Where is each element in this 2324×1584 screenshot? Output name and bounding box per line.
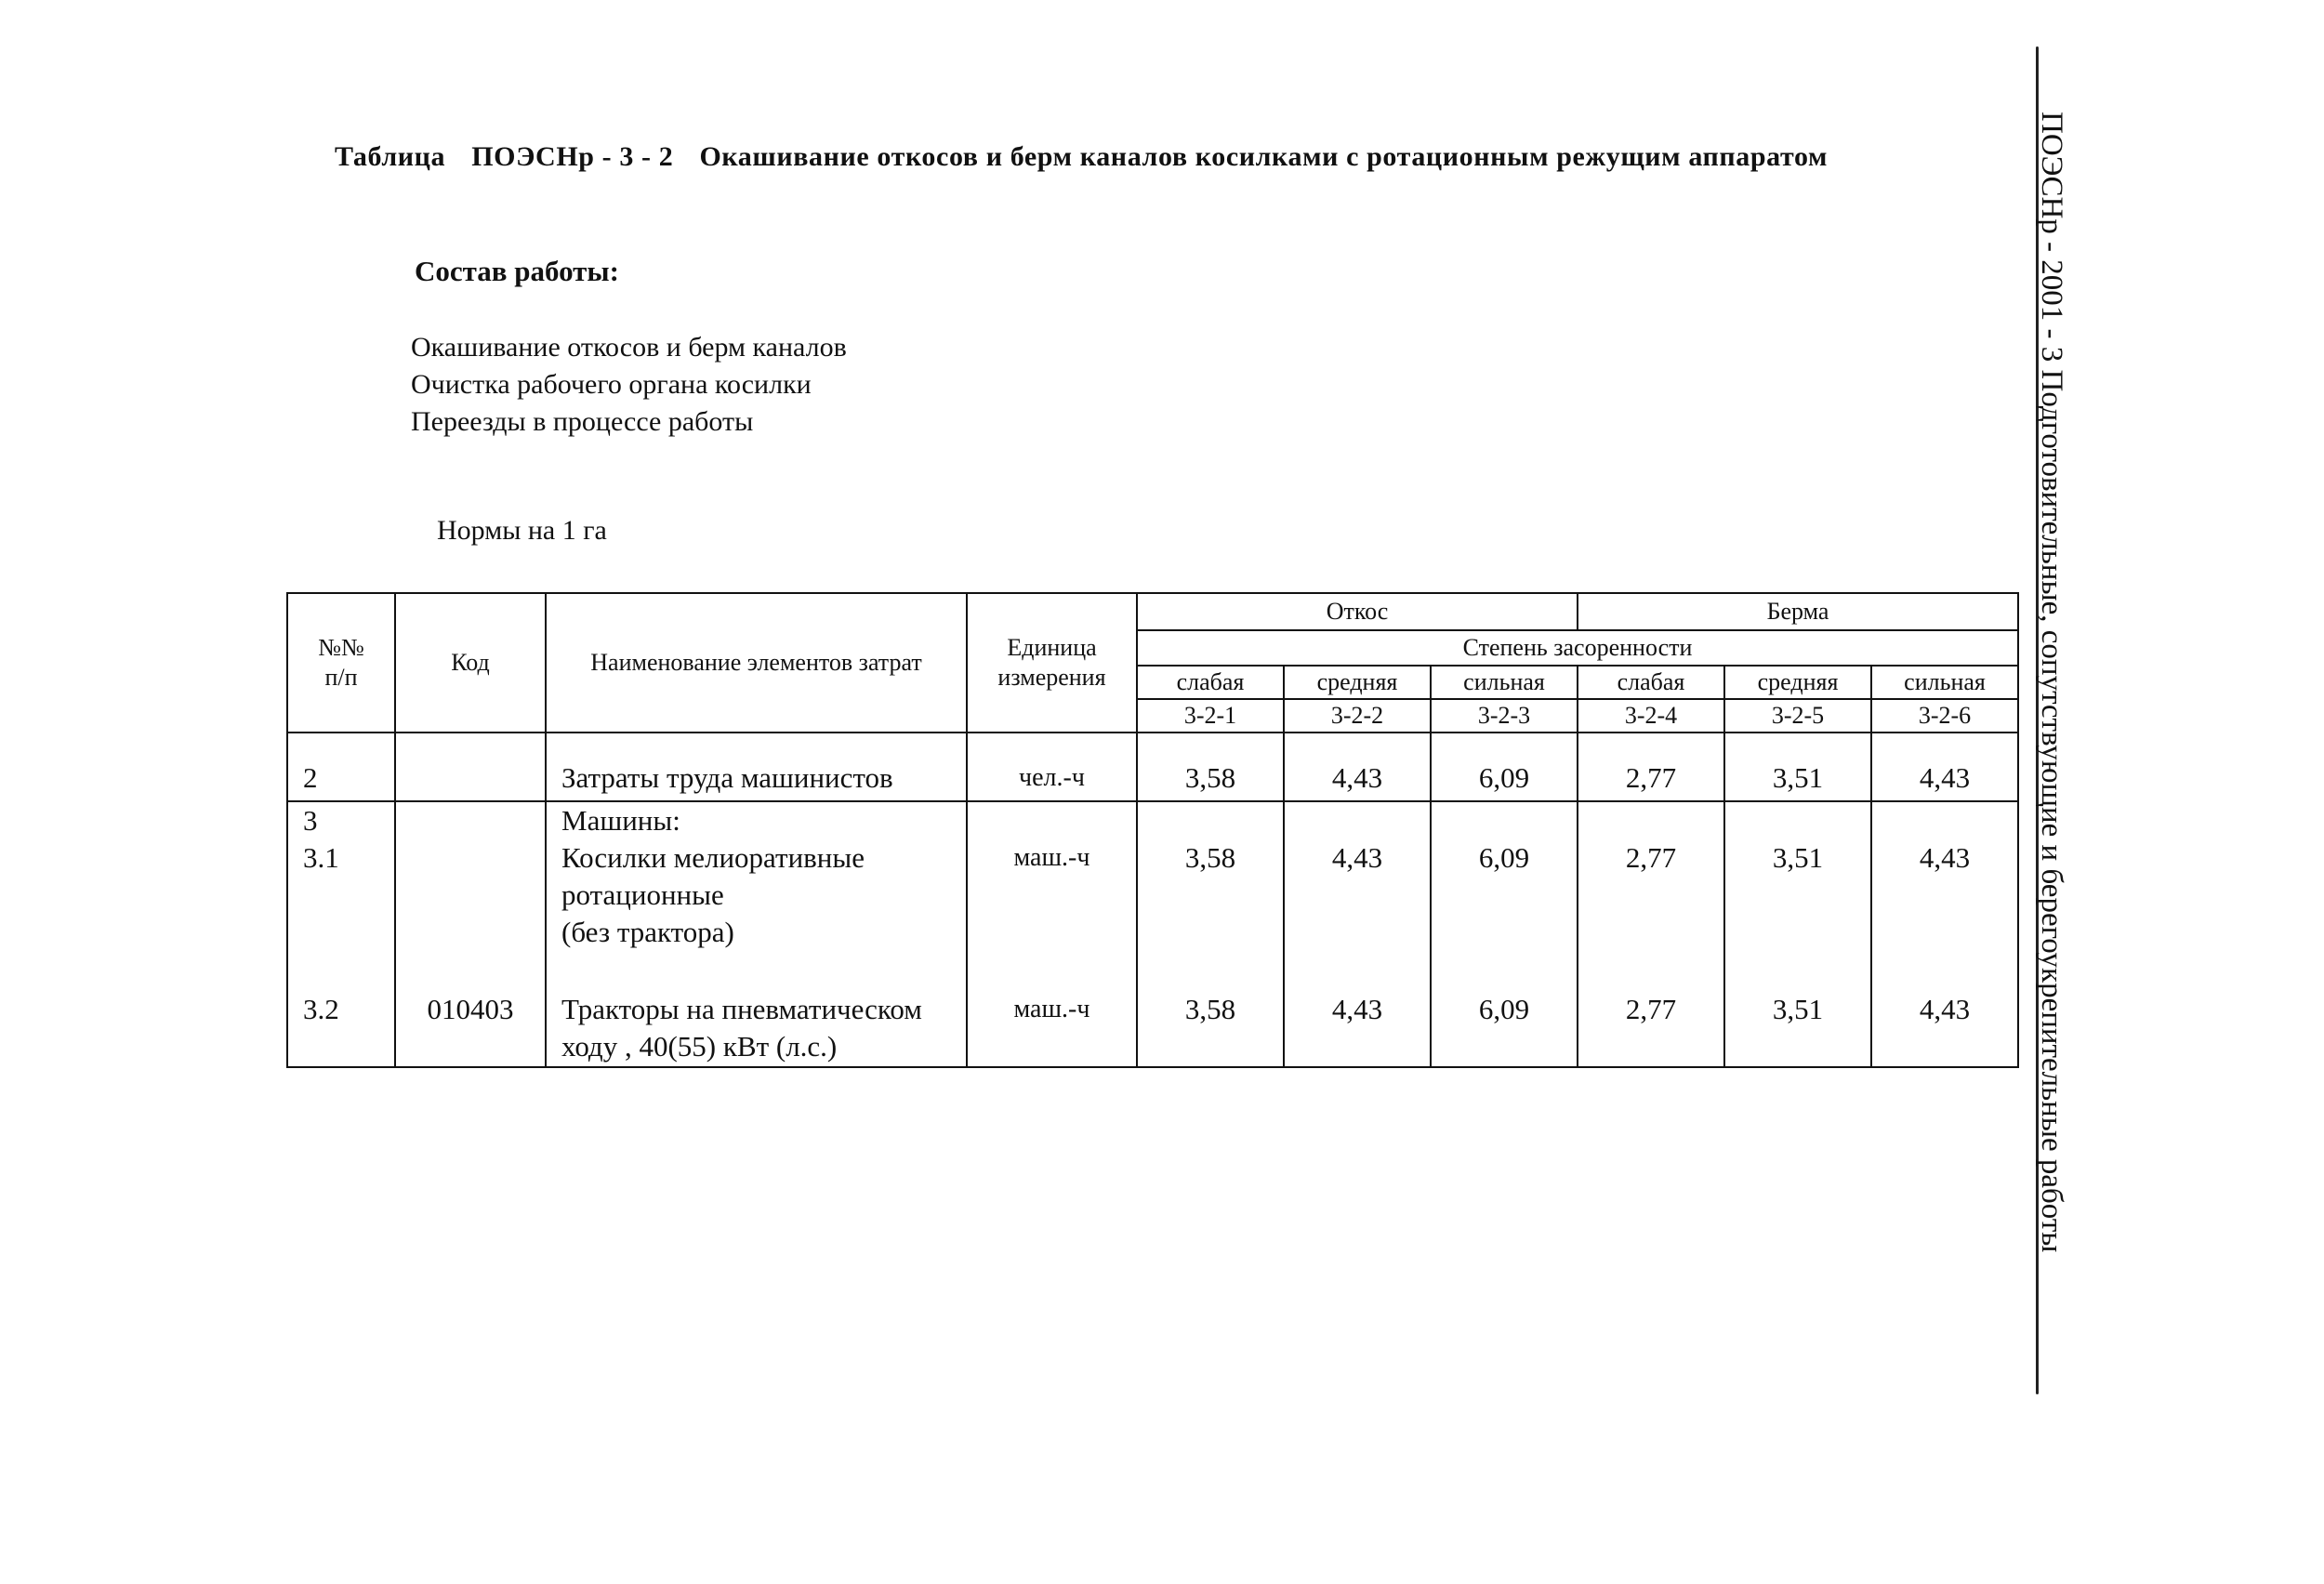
row-value: 2,77 (1578, 991, 1724, 1067)
row-name: Машины: Косилки мелиоративные ротационные (без трактора) (546, 801, 967, 991)
row-value: 4,43 (1871, 733, 2018, 801)
header-group-slope: Откос (1137, 593, 1578, 630)
header-severity: слабая (1137, 666, 1284, 699)
table-code: ПОЭСНр - 3 - 2 (471, 141, 674, 172)
row-code: 010403 (395, 991, 546, 1067)
row-value: 6,09 (1431, 733, 1578, 801)
table-title (335, 141, 1846, 173)
row-value: 4,43 (1284, 733, 1431, 801)
row-name: Затраты труда машинистов (546, 733, 967, 801)
table-title-text: Окашивание откосов и берм каналов косилками с ротационным режущим аппаратом (699, 141, 1829, 172)
table-row (287, 801, 2018, 991)
header-column-code: 3-2-4 (1578, 699, 1724, 733)
header-group-berm: Берма (1578, 593, 2018, 630)
row-name: Тракторы на пневматическом ходу , 40(55) кВт (л.с.) (546, 991, 967, 1067)
row-value: 6,09 (1431, 991, 1578, 1067)
row-value: 3,58 (1137, 801, 1284, 991)
header-unit: Единица измерения (967, 593, 1137, 733)
row-num: 3 3.1 (287, 801, 395, 991)
row-unit: маш.-ч (967, 991, 1137, 1067)
table-word: Таблица (335, 141, 446, 172)
row-num: 3.2 (287, 991, 395, 1067)
row-value: 2,77 (1578, 801, 1724, 991)
header-severity: слабая (1578, 666, 1724, 699)
norms-label: Нормы на 1 га (437, 515, 607, 546)
header-severity: сильная (1871, 666, 2018, 699)
row-code (395, 801, 546, 991)
header-column-code: 3-2-3 (1431, 699, 1578, 733)
row-unit: чел.-ч (967, 733, 1137, 801)
header-column-code: 3-2-5 (1724, 699, 1871, 733)
row-value: 4,43 (1871, 991, 2018, 1067)
row-num: 2 (287, 733, 395, 801)
work-item: Очистка рабочего органа косилки (411, 369, 812, 400)
side-section-label: ПОЭСНр - 2001 - 3 Подготовительные, сопутствующие и берегоукрепительные работы (2035, 112, 2068, 1253)
row-value: 4,43 (1284, 991, 1431, 1067)
header-column-code: 3-2-2 (1284, 699, 1431, 733)
header-severity: средняя (1724, 666, 1871, 699)
norms-table (286, 592, 2019, 1068)
header-code: Код (395, 593, 546, 733)
header-contamination: Степень засоренности (1137, 630, 2018, 666)
header-severity: сильная (1431, 666, 1578, 699)
header-column-code: 3-2-6 (1871, 699, 2018, 733)
work-list (411, 329, 847, 441)
header-name: Наименование элементов затрат (546, 593, 967, 733)
row-value: 3,51 (1724, 733, 1871, 801)
work-item: Переезды в процессе работы (411, 406, 754, 437)
composition-heading: Состав работы: (415, 255, 619, 287)
row-value: 3,51 (1724, 991, 1871, 1067)
row-code (395, 733, 546, 801)
row-value: 4,43 (1871, 801, 2018, 991)
row-value: 3,58 (1137, 733, 1284, 801)
row-unit: маш.-ч (967, 801, 1137, 991)
header-num: №№ п/п (287, 593, 395, 733)
row-value: 6,09 (1431, 801, 1578, 991)
row-value: 3,51 (1724, 801, 1871, 991)
table-row (287, 733, 2018, 801)
work-item: Окашивание откосов и берм каналов (411, 332, 847, 363)
table-row (287, 991, 2018, 1067)
row-value: 3,58 (1137, 991, 1284, 1067)
header-severity: средняя (1284, 666, 1431, 699)
row-value: 2,77 (1578, 733, 1724, 801)
header-column-code: 3-2-1 (1137, 699, 1284, 733)
row-value: 4,43 (1284, 801, 1431, 991)
